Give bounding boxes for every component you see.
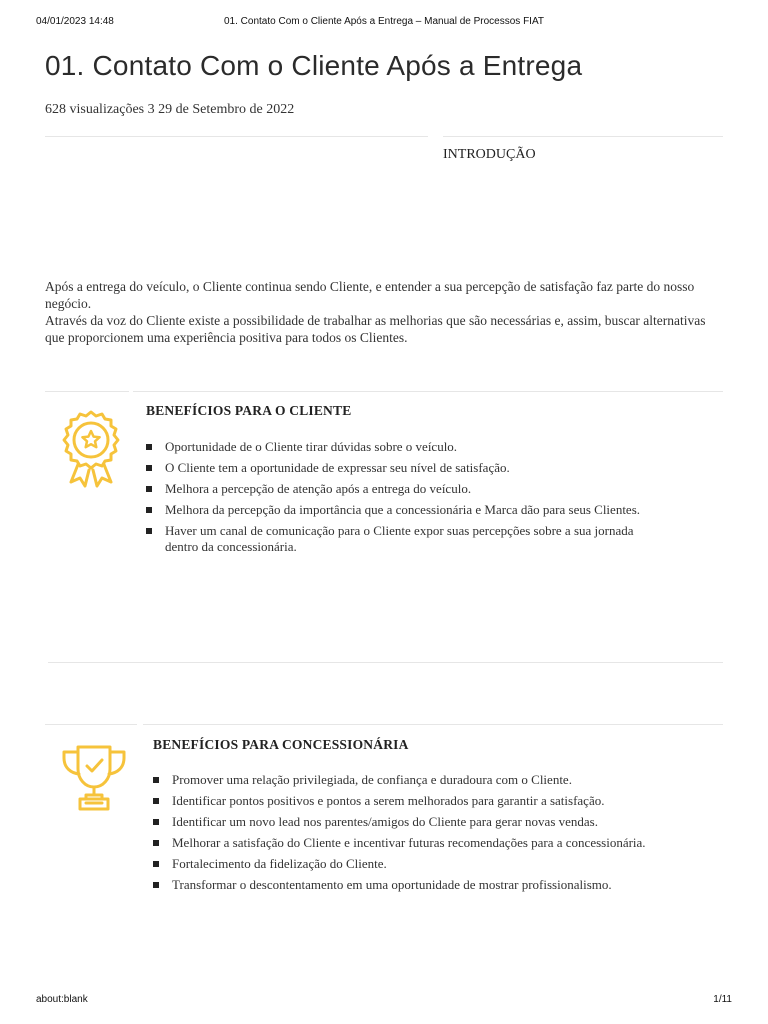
list-item [153,793,713,809]
section-heading-introducao: INTRODUÇÃO [443,147,536,162]
page-title: 01. Contato Com o Cliente Após a Entrega [45,50,583,81]
list-item-text: Melhorar a satisfação do Cliente e incentivar futuras recomendações para a concessionária. [172,835,646,850]
list-item-text: Melhora da percepção da importância que a concessionária e Marca dão para seus Clientes. [165,502,641,517]
bullet-icon [153,882,159,888]
list-item [153,772,713,788]
list-item-text: Identificar um novo lead nos parentes/amigos do Cliente para gerar novas vendas. [172,814,598,829]
list-item-text: Promover uma relação privilegiada, de confiança e duradoura com o Cliente. [172,772,572,787]
print-page-title: 01. Contato Com o Cliente Após a Entrega – Manual de Processos FIAT [224,16,544,27]
list-item-text: Identificar pontos positivos e pontos a serem melhorados para garantir a satisfação. [172,793,605,808]
divider [45,724,137,725]
dealer-benefits-list [153,772,713,898]
bullet-icon [146,465,152,471]
client-benefits-list [146,439,706,560]
divider [45,136,428,137]
list-item [146,523,706,555]
bullet-icon [146,528,152,534]
list-item [153,856,713,872]
bullet-icon [153,798,159,804]
list-item-text: Haver um canal de comunicação para o Cliente expor suas percepções sobre a sua jornada dentro da concessionária. [165,523,634,554]
list-item-text: Oportunidade de o Cliente tirar dúvidas sobre o veículo. [165,439,458,454]
list-item-text: Melhora a percepção de atenção após a entrega do veículo. [165,481,472,496]
intro-paragraph: Após a entrega do veículo, o Cliente continua sendo Cliente, e entender a sua percepção de satisfação faz parte do nosso negócio. [45,279,695,311]
list-item-text: O Cliente tem a oportunidade de expressar seu nível de satisfação. [165,460,510,475]
dealer-benefits-title: BENEFÍCIOS PARA CONCESSIONÁRIA [153,737,409,752]
divider [133,391,723,392]
bullet-icon [153,861,159,867]
list-item [146,481,706,497]
bullet-icon [146,486,152,492]
print-timestamp: 04/01/2023 14:48 [36,16,114,27]
print-footer [36,994,732,1008]
bullet-icon [153,777,159,783]
list-item-text: Fortalecimento da fidelização do Cliente. [172,856,387,871]
divider [45,391,129,392]
list-item [153,814,713,830]
divider [48,662,723,663]
list-item-text: Transformar o descontentamento em uma oportunidade de mostrar profissionalismo. [172,877,612,892]
client-benefits-title: BENEFÍCIOS PARA O CLIENTE [146,403,352,418]
divider [143,724,723,725]
list-item [146,502,706,518]
trophy-icon [58,743,130,813]
list-item [153,877,713,893]
print-url: about:blank [36,994,88,1005]
list-item [146,460,706,476]
divider [443,136,723,137]
intro-paragraph: Através da voz do Cliente existe a possibilidade de trabalhar as melhorias que são necessárias e, assim, buscar alternativas que proporcionem uma experiência positiva para todos os Clientes. [45,313,706,345]
print-page-count: 1/11 [713,994,732,1005]
bullet-icon [146,444,152,450]
list-item [153,835,713,851]
intro-text [45,278,725,346]
list-item [146,439,706,455]
print-header [36,16,732,30]
bullet-icon [146,507,152,513]
bullet-icon [153,819,159,825]
bullet-icon [153,840,159,846]
award-badge-icon [55,410,127,490]
article-meta: 628 visualizações 3 29 de Setembro de 2022 [45,102,295,117]
